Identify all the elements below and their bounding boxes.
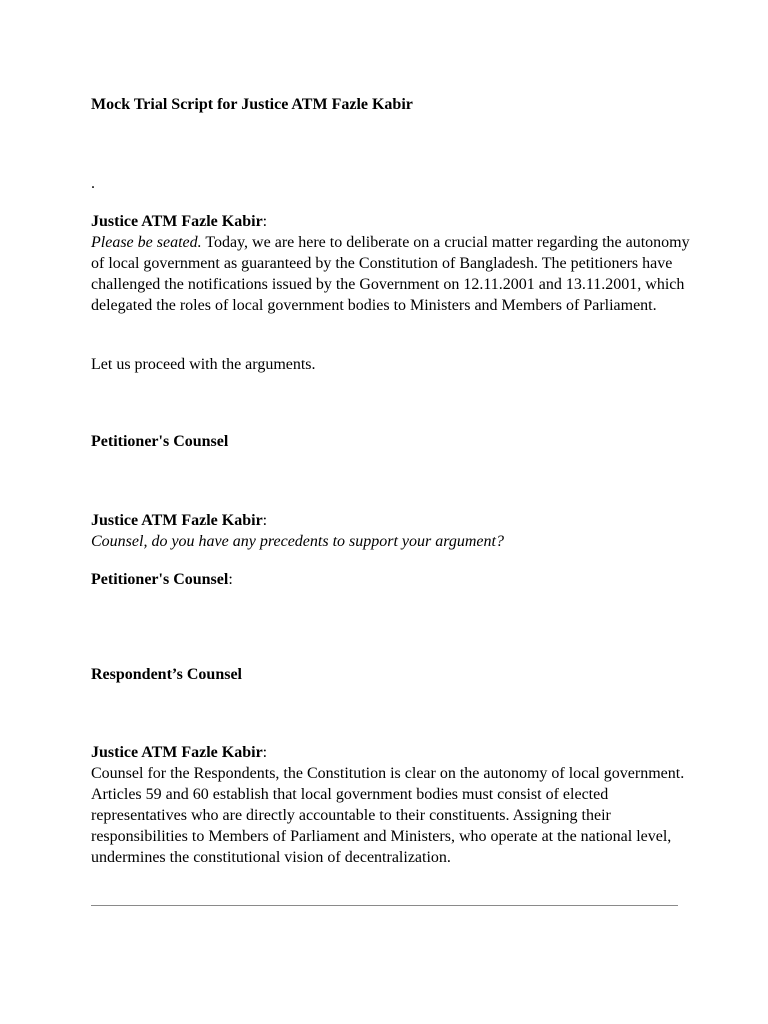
proceed-line: Let us proceed with the arguments. — [91, 356, 316, 373]
judge-speaker-line-1 — [91, 211, 691, 232]
opening-body: Today, we are here to deliberate on a crucial matter regarding the autonomy of local government as guaranteed by the Constitution of Bangladesh. The petitioners have challenged the notifications issued by the Government on 12.11.2001 and 13.11.2001, which delegated the roles of local government bodies to Ministers and Members of Parliament. — [91, 234, 690, 314]
speaker-colon: : — [262, 512, 268, 529]
stray-dot: . — [91, 175, 95, 192]
petitioner-speaker-line — [91, 569, 691, 590]
petitioner-heading: Petitioner's Counsel — [91, 433, 229, 450]
speaker-colon: : — [262, 744, 268, 761]
judge-speaker-line-3 — [91, 742, 691, 763]
judge-respondent-statement: Counsel for the Respondents, the Constitution is clear on the autonomy of local government. Articles 59 and 60 establish that local government bodies must consist of elected representatives who are directly accountable to their constituents. Assigning their responsibilities to Members of Parliament and Ministers, who operate at the national level, undermines the constitutional vision of decentralization. — [91, 765, 685, 866]
respondent-heading: Respondent’s Counsel — [91, 666, 242, 683]
judge-opening-statement — [91, 232, 691, 316]
speaker-name: Petitioner's Counsel — [91, 571, 229, 588]
horizontal-divider — [91, 905, 678, 906]
document-title: Mock Trial Script for Justice ATM Fazle Kabir — [91, 96, 413, 113]
judge-speaker-line-2 — [91, 510, 691, 531]
speaker-name: Justice ATM Fazle Kabir — [91, 512, 263, 529]
speaker-name: Justice ATM Fazle Kabir — [91, 213, 263, 230]
opening-italic-lead: Please be seated. — [91, 234, 202, 251]
speaker-colon: : — [228, 571, 233, 588]
speaker-colon: : — [262, 213, 268, 230]
judge-precedent-question: Counsel, do you have any precedents to support your argument? — [91, 533, 504, 550]
speaker-name: Justice ATM Fazle Kabir — [91, 744, 263, 761]
